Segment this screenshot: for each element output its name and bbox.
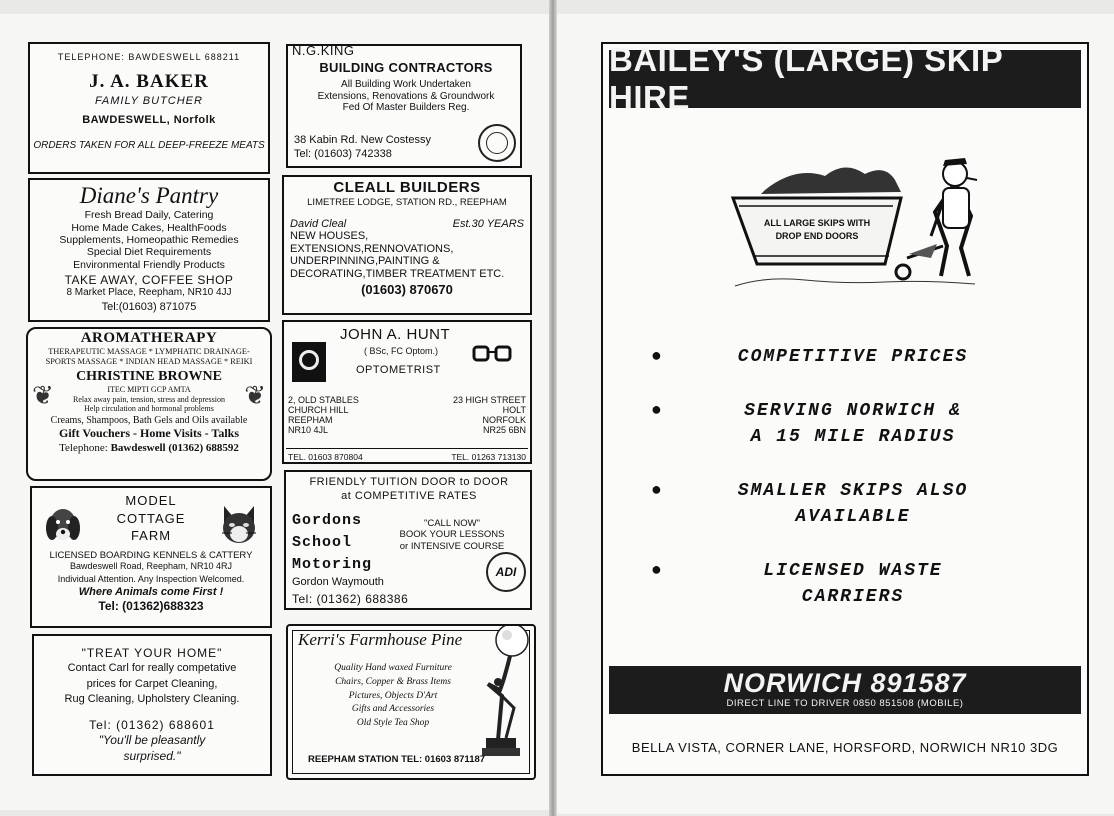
page-spine [549,0,557,816]
diane-line: Home Made Cakes, HealthFoods [71,221,227,234]
gordon-name: Motoring [292,556,373,573]
treat-line: Rug Cleaning, Upholstery Cleaning. [64,692,240,705]
bailey-direct-line: DIRECT LINE TO DRIVER 0850 851508 (MOBILE) [726,698,964,709]
cleall-line: EXTENSIONS,RENNOVATIONS, [290,242,454,255]
diane-line: Supplements, Homeopathic Remedies [59,233,239,246]
baker-advert [28,42,270,174]
kerri-title: Kerri's Farmhouse Pine [298,630,463,649]
bullet-line: LICENSED WASTE [763,561,943,581]
baker-trade: FAMILY BUTCHER [95,95,203,107]
lamp-figurine-icon [474,624,534,770]
aroma-title: AROMATHERAPY [80,330,218,346]
bullet-dot-icon: ● [651,561,664,581]
treat-tel: Tel: (01362) 688601 [89,717,215,732]
farm-title: MODEL [125,493,177,508]
kerri-advert [286,624,536,780]
gordon-call-line: or INTENSIVE COURSE [399,540,505,552]
bailey-advert [601,42,1089,776]
hunt-address-holt [453,396,526,436]
bailey-phone-bar [609,666,1081,714]
bailey-bullet [651,478,1033,530]
aroma-quals: ITEC MIPTI GCP AMTA [107,385,191,395]
king-name: N.G.KING [292,44,358,58]
diane-title: Diane's Pantry [79,183,219,208]
farm-advert [30,486,272,628]
hunt-tel-holt: TEL. 01263 713130 [451,452,526,462]
hunt-advert [282,320,532,464]
gordons-advert [284,470,532,610]
cat-icon [218,502,260,548]
gordon-name: School [292,534,353,551]
treat-line: prices for Carpet Cleaning, [86,677,218,690]
adi-badge-icon [486,552,526,592]
hunt-address-line: CHURCH HILL [288,404,349,415]
skip-label: DROP END DOORS [775,231,859,241]
kerri-line: Chairs, Copper & Brass Items [335,676,451,687]
bullet-dot-icon: ● [651,481,664,501]
king-line: Fed Of Master Builders Reg. [342,102,470,113]
diane-line: Special Diet Requirements [86,246,212,259]
gordon-tel: Tel: (01362) 688386 [292,592,409,606]
federation-seal-icon [478,124,516,162]
bullet-line: SERVING NORWICH & [744,401,962,421]
bullet-line: CARRIERS [801,587,905,608]
dog-icon [42,502,84,548]
bullet-line: A 15 MILE RADIUS [750,427,956,448]
gordon-call-line: "CALL NOW" [423,518,480,529]
leaf-sprig-icon: ❦ [32,380,54,410]
diane-address: 8 Market Place, Reepham, NR10 4JJ [66,287,232,299]
farm-tel: Tel: (01362)688323 [98,598,204,613]
kerri-line: Gifts and Accessories [351,704,435,715]
divider [286,448,528,449]
treat-quote: "You'll be pleasantly [98,733,206,748]
diane-tel: Tel:(01603) 871075 [101,300,197,313]
king-tel: Tel: (01603) 742338 [294,147,392,160]
gordon-call-line: BOOK YOUR LESSONS [399,529,505,541]
farm-attention: Individual Attention. Any Inspection Welcomed. [57,573,245,584]
adi-badge-text: ADI [495,565,517,579]
kerri-line: Quality Hand waxed Furniture [334,663,452,673]
hunt-address-line: REEPHAM [288,414,333,425]
king-advert [286,44,522,168]
aroma-phone [30,442,268,455]
bailey-bullet [651,344,1033,370]
farm-title: FARM [130,528,172,544]
hunt-address-line: NR10 4JL [288,424,329,435]
aroma-gift: Gift Vouchers - Home Visits - Talks [58,426,240,441]
hunt-quals: ( BSc, FC Optom.) [364,346,439,356]
bullet-line: COMPETITIVE PRICES [737,347,969,367]
baker-orders: ORDERS TAKEN FOR ALL DEEP-FREEZE MEATS [33,140,265,151]
bailey-phone: NORWICH 891587 [723,668,967,698]
bailey-bullet [651,558,1033,610]
cleall-sub: LIMETREE LODGE, STATION RD., REEPHAM [307,197,507,208]
hunt-address-line: 2, OLD STABLES [288,395,359,405]
gordon-headline [290,476,528,504]
baker-telephone: TELEPHONE: BAWDESWELL 688211 [57,52,241,62]
cleall-line: UNDERPINNING,PAINTING & [290,255,440,268]
leaf-sprig-icon: ❦ [244,380,266,410]
aroma-phone-number: Bawdeswell (01362) 688592 [110,442,239,455]
aroma-desc: Relax away pain, tension, stress and depression [73,394,225,404]
bailey-bullet [651,398,1033,450]
diane-line: Fresh Bread Daily, Catering [84,209,214,222]
diane-takeaway: TAKE AWAY, COFFEE SHOP [64,273,234,287]
optometry-logo-icon [292,342,326,382]
cleall-line: NEW HOUSES, [290,230,369,242]
hunt-address-reepham [288,396,359,436]
glasses-icon [472,344,512,366]
hunt-address-line: 23 HIGH STREET [452,395,526,405]
treat-line: Contact Carl for really competative [67,662,237,675]
aroma-services: THERAPEUTIC MASSAGE * LYMPHATIC DRAINAGE- [48,347,250,357]
hunt-address-line: HOLT [502,404,526,415]
king-line: Extensions, Renovations & Groundwork [317,90,495,102]
aromatherapy-advert [26,327,272,481]
kerri-lines [318,662,468,731]
bullet-dot-icon: ● [651,401,664,421]
bullet-line: AVAILABLE [795,507,911,528]
cleall-phone: (01603) 870670 [361,281,453,297]
treat-advert [32,634,272,776]
cleall-title: CLEALL BUILDERS [333,179,481,196]
kerri-line: Old Style Tea Shop [356,718,430,729]
hunt-tel-reepham: TEL. 01603 870804 [288,452,363,462]
cleall-advert [282,175,532,315]
diane-line: Environmental Friendly Products [73,258,225,271]
king-title: BUILDING CONTRACTORS [319,60,493,75]
gordon-person: Gordon Waymouth [292,576,384,588]
aroma-desc: Help circulation and hormonal problems [84,403,214,413]
aroma-services: SPORTS MASSAGE * INDIAN HEAD MASSAGE * REIKI [45,356,253,366]
skip-truck-illustration [725,146,985,296]
diane-advert [28,178,270,322]
aroma-phone-label: Telephone: [59,442,108,455]
king-line: All Building Work Undertaken [341,79,471,90]
gordon-headline-line: FRIENDLY TUITION DOOR to DOOR [309,476,509,488]
king-address: 38 Kabin Rd. New Costessy [294,134,431,146]
cleall-line: DECORATING,TIMBER TREATMENT ETC. [290,267,505,280]
baker-name: J. A. BAKER [89,71,209,92]
bailey-address: BELLA VISTA, CORNER LANE, HORSFORD, NORWICH NR10 3DG [631,740,1059,755]
hunt-name: JOHN A. HUNT [340,326,451,343]
hunt-address-line: NR25 6BN [482,424,526,435]
treat-title: "TREAT YOUR HOME" [81,646,223,660]
bailey-title: BAILEY'S (LARGE) SKIP HIRE [609,50,1081,108]
farm-title: COTTAGE [116,510,186,526]
gordon-name: Gordons [292,512,363,529]
cleall-est: Est.30 YEARS [452,218,524,230]
treat-quote: surprised." [123,748,181,763]
farm-slogan: Where Animals come First ! [78,585,224,598]
gordon-call [398,518,506,552]
bullet-dot-icon: ● [651,347,664,367]
cleall-row [290,218,524,230]
kerri-station: REEPHAM STATION TEL: 01603 871187 [308,754,486,765]
hunt-address-line: NORFOLK [482,414,526,425]
farm-licensed: LICENSED BOARDING KENNELS & CATTERY [49,549,253,561]
cleall-person: David Cleal [290,218,347,230]
skip-label: ALL LARGE SKIPS WITH [763,218,871,228]
hunt-role: OPTOMETRIST [356,364,441,376]
gordon-headline-line: at COMPETITIVE RATES [341,489,477,502]
king-address-block [294,134,431,162]
farm-road: Bawdeswell Road, Reepham, NR10 4RJ [69,561,233,572]
aroma-creams: Creams, Shampoos, Bath Gels and Oils available [50,414,248,426]
bullet-line: SMALLER SKIPS ALSO [737,481,969,501]
aroma-name: CHRISTINE BROWNE [76,369,222,385]
baker-place: BAWDESWELL, Norfolk [82,114,216,126]
kerri-line: Pictures, Objects D'Art [348,690,438,701]
